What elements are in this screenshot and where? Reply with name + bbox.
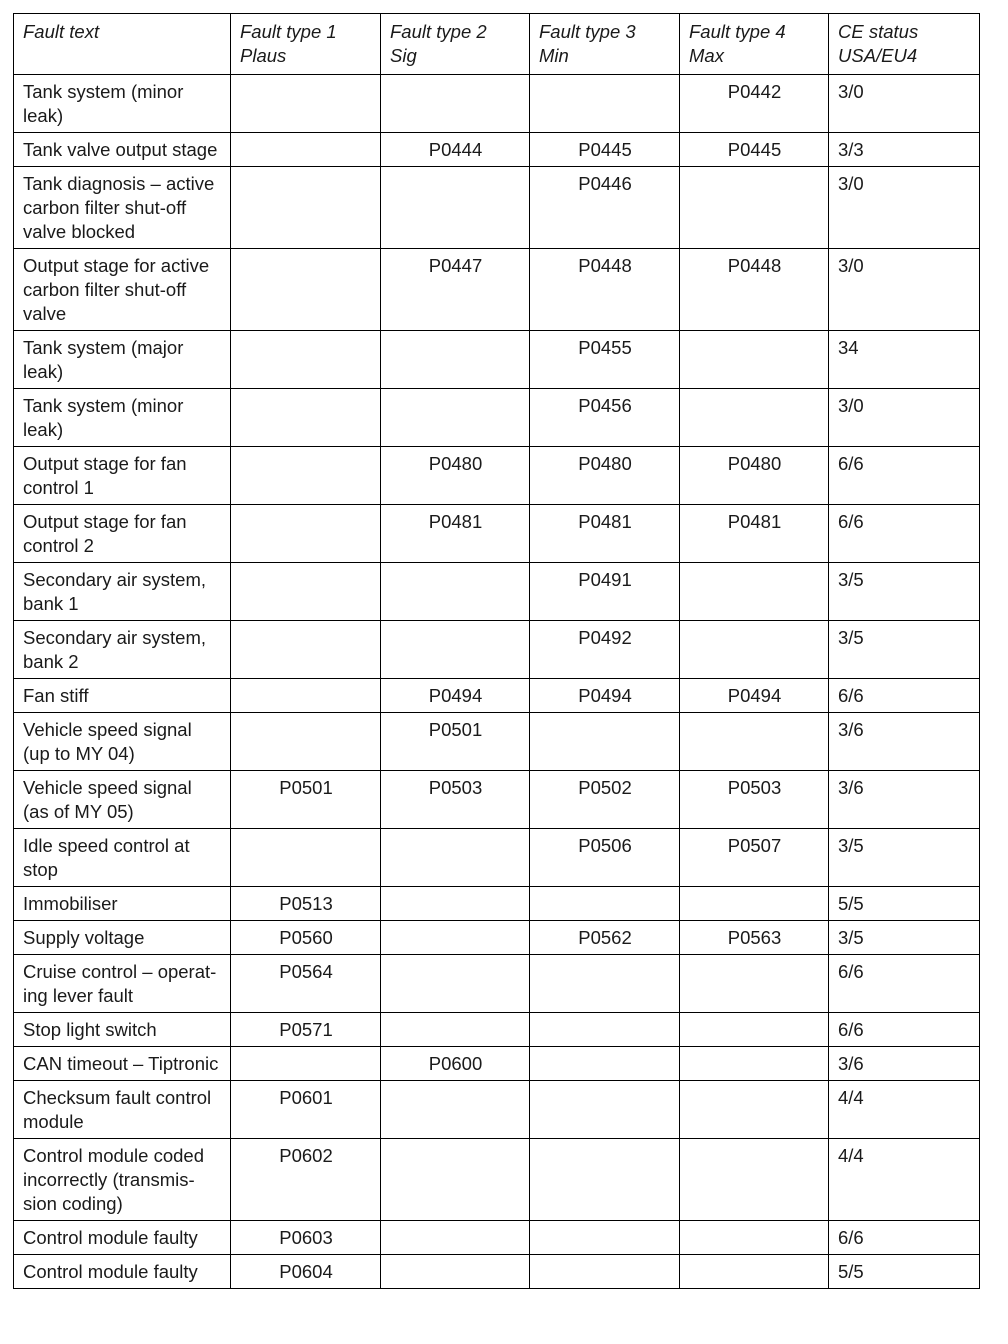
min-code-cell: P0456: [530, 389, 680, 447]
table-row: [14, 563, 980, 621]
sig-code-cell: [381, 1221, 530, 1255]
header-ce-status: [829, 14, 980, 75]
plaus-code-cell: [231, 133, 381, 167]
sig-code-cell: [381, 331, 530, 389]
plaus-code-cell: P0513: [231, 887, 381, 921]
header-fault-type-1: [231, 14, 381, 75]
max-code-cell: [680, 167, 829, 249]
sig-code-cell: P0503: [381, 771, 530, 829]
sig-code-cell: [381, 167, 530, 249]
max-code-cell: P0494: [680, 679, 829, 713]
ce-status-cell: 3/3: [829, 133, 980, 167]
fault-text-cell: Idle speed control at stop: [14, 829, 231, 887]
sig-code-cell: [381, 955, 530, 1013]
plaus-code-cell: [231, 249, 381, 331]
plaus-code-cell: P0601: [231, 1081, 381, 1139]
header-fault-type-1-line: Plaus: [240, 45, 287, 66]
ce-status-cell: 6/6: [829, 679, 980, 713]
max-code-cell: P0448: [680, 249, 829, 331]
ce-status-cell: 3/6: [829, 1047, 980, 1081]
max-code-cell: [680, 887, 829, 921]
max-code-cell: [680, 563, 829, 621]
table-row: [14, 505, 980, 563]
max-code-cell: [680, 1013, 829, 1047]
header-ce-status-line: CE status: [838, 21, 919, 42]
sig-code-cell: P0447: [381, 249, 530, 331]
plaus-code-cell: [231, 167, 381, 249]
fault-text-cell: Tank system (major leak): [14, 331, 231, 389]
min-code-cell: [530, 1255, 680, 1289]
sig-code-cell: P0501: [381, 713, 530, 771]
sig-code-cell: P0481: [381, 505, 530, 563]
max-code-cell: [680, 1139, 829, 1221]
plaus-code-cell: [231, 505, 381, 563]
plaus-code-cell: P0602: [231, 1139, 381, 1221]
min-code-cell: P0445: [530, 133, 680, 167]
max-code-cell: [680, 331, 829, 389]
ce-status-cell: 3/5: [829, 921, 980, 955]
plaus-code-cell: P0564: [231, 955, 381, 1013]
table-row: [14, 389, 980, 447]
min-code-cell: [530, 1013, 680, 1047]
table-row: [14, 133, 980, 167]
max-code-cell: P0503: [680, 771, 829, 829]
min-code-cell: P0448: [530, 249, 680, 331]
table-row: [14, 1081, 980, 1139]
max-code-cell: [680, 389, 829, 447]
min-code-cell: [530, 75, 680, 133]
header-fault-type-4-line: Fault type 4: [689, 21, 786, 42]
min-code-cell: P0455: [530, 331, 680, 389]
header-fault-text: [14, 14, 231, 75]
ce-status-cell: 3/5: [829, 621, 980, 679]
sig-code-cell: [381, 1139, 530, 1221]
max-code-cell: [680, 713, 829, 771]
min-code-cell: P0502: [530, 771, 680, 829]
header-fault-text-line: Fault text: [23, 21, 100, 42]
header-fault-type-1-line: Fault type 1: [240, 21, 337, 42]
plaus-code-cell: [231, 713, 381, 771]
fault-code-table: [13, 13, 980, 1289]
min-code-cell: P0562: [530, 921, 680, 955]
header-fault-type-3-line: Fault type 3: [539, 21, 636, 42]
table-row: [14, 921, 980, 955]
plaus-code-cell: [231, 829, 381, 887]
max-code-cell: P0563: [680, 921, 829, 955]
plaus-code-cell: P0603: [231, 1221, 381, 1255]
header-fault-type-3: [530, 14, 680, 75]
max-code-cell: P0480: [680, 447, 829, 505]
min-code-cell: [530, 1081, 680, 1139]
ce-status-cell: 3/0: [829, 167, 980, 249]
table-row: [14, 1255, 980, 1289]
plaus-code-cell: [231, 621, 381, 679]
min-code-cell: [530, 1221, 680, 1255]
sig-code-cell: [381, 621, 530, 679]
min-code-cell: [530, 955, 680, 1013]
table-row: [14, 167, 980, 249]
plaus-code-cell: [231, 679, 381, 713]
ce-status-cell: 3/5: [829, 829, 980, 887]
fault-text-cell: Tank system (minor leak): [14, 75, 231, 133]
ce-status-cell: 3/0: [829, 249, 980, 331]
max-code-cell: P0507: [680, 829, 829, 887]
max-code-cell: [680, 621, 829, 679]
table-row: [14, 249, 980, 331]
ce-status-cell: 3/6: [829, 713, 980, 771]
min-code-cell: P0446: [530, 167, 680, 249]
header-fault-type-2-line: Sig: [390, 45, 417, 66]
sig-code-cell: [381, 75, 530, 133]
min-code-cell: P0492: [530, 621, 680, 679]
min-code-cell: [530, 713, 680, 771]
ce-status-cell: 4/4: [829, 1139, 980, 1221]
table-row: [14, 829, 980, 887]
ce-status-cell: 6/6: [829, 447, 980, 505]
ce-status-cell: 6/6: [829, 955, 980, 1013]
table-row: [14, 1221, 980, 1255]
fault-text-cell: Control module faulty: [14, 1255, 231, 1289]
header-ce-status-line: USA/EU4: [838, 45, 918, 66]
plaus-code-cell: P0604: [231, 1255, 381, 1289]
fault-text-cell: Immobiliser: [14, 887, 231, 921]
header-row: [14, 14, 980, 75]
sig-code-cell: P0444: [381, 133, 530, 167]
table-row: [14, 679, 980, 713]
table-row: [14, 447, 980, 505]
plaus-code-cell: [231, 75, 381, 133]
fault-text-cell: Control module coded incorrectly (transmis-sion coding): [14, 1139, 231, 1221]
min-code-cell: P0506: [530, 829, 680, 887]
table-header: [14, 14, 980, 75]
sig-code-cell: P0480: [381, 447, 530, 505]
ce-status-cell: 4/4: [829, 1081, 980, 1139]
ce-status-cell: 3/6: [829, 771, 980, 829]
fault-text-cell: CAN timeout – Tiptronic: [14, 1047, 231, 1081]
fault-text-cell: Output stage for fan control 1: [14, 447, 231, 505]
plaus-code-cell: [231, 447, 381, 505]
fault-text-cell: Tank system (minor leak): [14, 389, 231, 447]
fault-text-cell: Cruise control – operat-ing lever fault: [14, 955, 231, 1013]
sig-code-cell: [381, 1255, 530, 1289]
sig-code-cell: [381, 1081, 530, 1139]
plaus-code-cell: [231, 563, 381, 621]
fault-text-cell: Control module faulty: [14, 1221, 231, 1255]
min-code-cell: P0480: [530, 447, 680, 505]
min-code-cell: [530, 887, 680, 921]
min-code-cell: [530, 1139, 680, 1221]
table-row: [14, 331, 980, 389]
table-row: [14, 887, 980, 921]
fault-text-cell: Supply voltage: [14, 921, 231, 955]
max-code-cell: [680, 1081, 829, 1139]
table-row: [14, 771, 980, 829]
fault-text-cell: Fan stiff: [14, 679, 231, 713]
sig-code-cell: P0600: [381, 1047, 530, 1081]
ce-status-cell: 5/5: [829, 1255, 980, 1289]
max-code-cell: P0445: [680, 133, 829, 167]
header-fault-type-2: [381, 14, 530, 75]
ce-status-cell: 5/5: [829, 887, 980, 921]
header-fault-type-4: [680, 14, 829, 75]
table-row: [14, 1047, 980, 1081]
header-fault-type-3-line: Min: [539, 45, 569, 66]
plaus-code-cell: P0560: [231, 921, 381, 955]
max-code-cell: [680, 1255, 829, 1289]
sig-code-cell: [381, 829, 530, 887]
table-row: [14, 713, 980, 771]
max-code-cell: [680, 1221, 829, 1255]
plaus-code-cell: P0571: [231, 1013, 381, 1047]
plaus-code-cell: [231, 389, 381, 447]
plaus-code-cell: [231, 1047, 381, 1081]
fault-text-cell: Output stage for fan control 2: [14, 505, 231, 563]
table-row: [14, 1013, 980, 1047]
min-code-cell: P0491: [530, 563, 680, 621]
plaus-code-cell: P0501: [231, 771, 381, 829]
fault-text-cell: Vehicle speed signal (as of MY 05): [14, 771, 231, 829]
min-code-cell: P0494: [530, 679, 680, 713]
min-code-cell: [530, 1047, 680, 1081]
sig-code-cell: [381, 563, 530, 621]
sig-code-cell: [381, 921, 530, 955]
header-fault-type-4-line: Max: [689, 45, 724, 66]
min-code-cell: P0481: [530, 505, 680, 563]
fault-text-cell: Stop light switch: [14, 1013, 231, 1047]
ce-status-cell: 34: [829, 331, 980, 389]
plaus-code-cell: [231, 331, 381, 389]
ce-status-cell: 6/6: [829, 1221, 980, 1255]
ce-status-cell: 3/0: [829, 389, 980, 447]
table-row: [14, 621, 980, 679]
fault-text-cell: Vehicle speed signal (up to MY 04): [14, 713, 231, 771]
table-body: [14, 75, 980, 1289]
fault-text-cell: Tank valve output stage: [14, 133, 231, 167]
ce-status-cell: 3/0: [829, 75, 980, 133]
ce-status-cell: 3/5: [829, 563, 980, 621]
table-row: [14, 75, 980, 133]
fault-text-cell: Output stage for active carbon filter shut-off valve: [14, 249, 231, 331]
fault-text-cell: Secondary air system, bank 2: [14, 621, 231, 679]
max-code-cell: [680, 955, 829, 1013]
sig-code-cell: [381, 887, 530, 921]
table-row: [14, 955, 980, 1013]
max-code-cell: [680, 1047, 829, 1081]
fault-text-cell: Secondary air system, bank 1: [14, 563, 231, 621]
ce-status-cell: 6/6: [829, 505, 980, 563]
header-fault-type-2-line: Fault type 2: [390, 21, 487, 42]
max-code-cell: P0481: [680, 505, 829, 563]
fault-text-cell: Checksum fault control module: [14, 1081, 231, 1139]
sig-code-cell: [381, 1013, 530, 1047]
max-code-cell: P0442: [680, 75, 829, 133]
table-row: [14, 1139, 980, 1221]
sig-code-cell: P0494: [381, 679, 530, 713]
fault-text-cell: Tank diagnosis – active carbon filter shut-off valve blocked: [14, 167, 231, 249]
sig-code-cell: [381, 389, 530, 447]
ce-status-cell: 6/6: [829, 1013, 980, 1047]
